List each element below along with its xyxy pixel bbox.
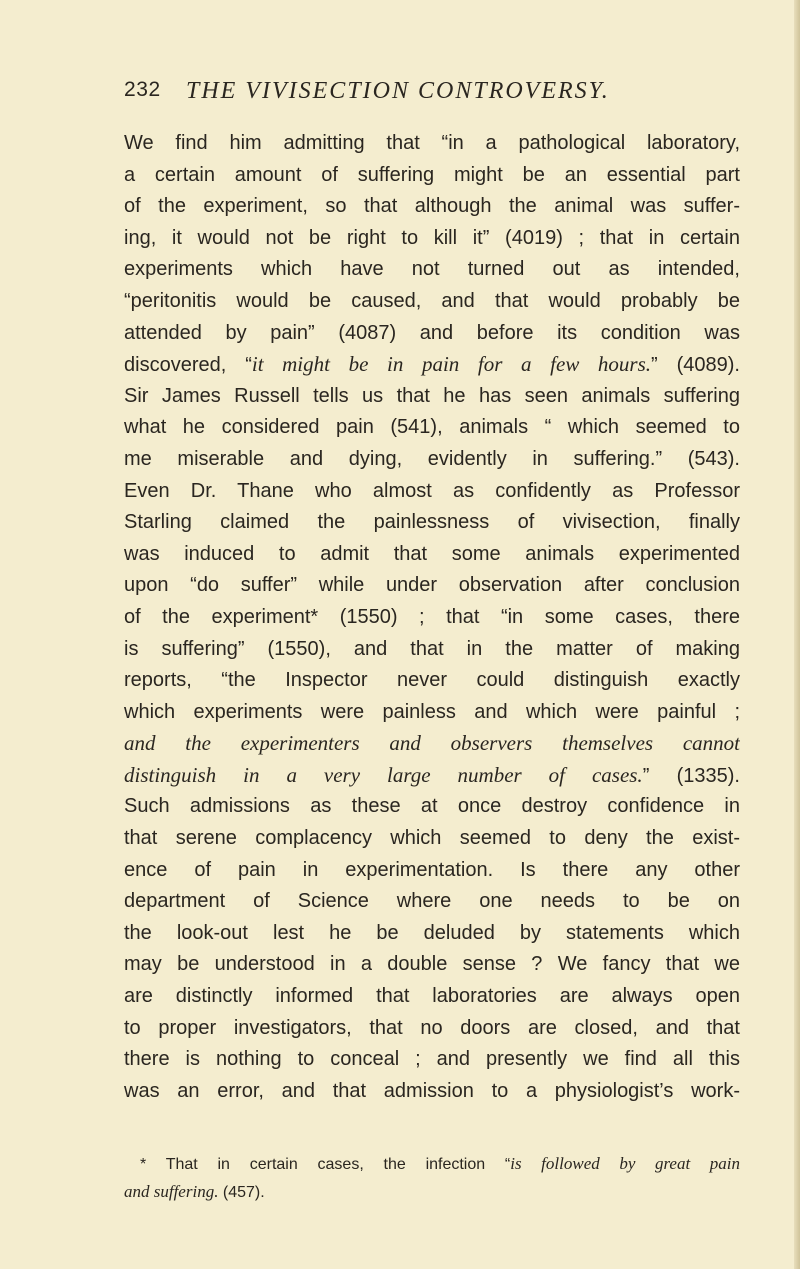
line-text: there is nothing to conceal ; and presently we find all this — [124, 1048, 740, 1071]
text-line — [124, 791, 740, 823]
text-line — [124, 697, 740, 729]
text-line — [124, 191, 740, 223]
italic-text: and the experimenters and observers themselves cannot — [124, 731, 740, 756]
line-text: are distinctly informed that laboratories are always open — [124, 985, 740, 1008]
line-text: attended by pain” (4087) and before its condition was — [124, 321, 740, 344]
line-text: experiments which have not turned out as intended, — [124, 258, 740, 281]
text-line — [124, 728, 740, 760]
footnote — [124, 1150, 740, 1206]
line-text: Even Dr. Thane who almost as confidently as Professor — [124, 479, 740, 502]
page-edge — [794, 0, 800, 1269]
line-text: of the experiment, so that although the animal was suffer- — [124, 195, 740, 218]
footnote-line-2 — [124, 1178, 740, 1206]
text-line — [124, 286, 740, 318]
line-text: me miserable and dying, evidently in suffering.” (543). — [124, 447, 740, 470]
text-line — [124, 223, 740, 255]
italic-text: distinguish in a very large number of cases. — [124, 762, 643, 787]
line-text: a certain amount of suffering might be an essential part — [124, 163, 740, 186]
text-line — [124, 128, 740, 160]
line-text: the look-out lest he be deluded by statements which — [124, 921, 740, 944]
footnote-line-1 — [124, 1150, 740, 1178]
line-text: of the experiment* (1550) ; that “in some cases, there — [124, 605, 740, 628]
text-line — [124, 444, 740, 476]
text-line — [124, 760, 740, 792]
text-line — [124, 381, 740, 413]
line-text: “peritonitis would be caused, and that would probably be — [124, 289, 740, 312]
line-text: ence of pain in experimentation. Is there any other — [124, 858, 740, 881]
line-text: We find him admitting that “in a pathological laboratory, — [124, 132, 740, 154]
text-line — [124, 1013, 740, 1045]
footnote-italic: is followed by great pain — [510, 1154, 740, 1173]
footnote-text: * That in certain cases, the infection “ — [140, 1156, 511, 1173]
page-number: 232 — [124, 78, 161, 101]
line-text: Sir James Russell tells us that he has seen animals suffering — [124, 384, 740, 407]
text-line — [124, 1044, 740, 1076]
text-line — [124, 1076, 740, 1108]
body-text — [124, 128, 740, 1107]
line-text: department of Science where one needs to be on — [124, 890, 740, 913]
line-text: may be understood in a double sense ? We fancy that we — [124, 953, 740, 976]
line-text: to proper investigators, that no doors are closed, and that — [124, 1016, 740, 1039]
line-text: was an error, and that admission to a physiologist’s work- — [124, 1079, 740, 1102]
footnote-text: (457). — [218, 1184, 265, 1201]
line-text: upon “do suffer” while under observation after conclusion — [124, 574, 740, 597]
line-text: which experiments were painless and which were painful ; — [124, 700, 740, 723]
text-line — [124, 634, 740, 666]
text-line — [124, 539, 740, 571]
line-text: what he considered pain (541), animals “ which seemed to — [124, 416, 740, 439]
text-line — [124, 318, 740, 350]
text-line — [124, 855, 740, 887]
line-text: ” (1335). — [642, 764, 740, 787]
text-line — [124, 507, 740, 539]
footnote-italic: and suffering. — [124, 1182, 219, 1201]
text-line — [124, 665, 740, 697]
text-line — [124, 254, 740, 286]
line-text: ing, it would not be right to kill it” (4019) ; that in certain — [124, 226, 740, 249]
text-line — [124, 412, 740, 444]
line-text: that serene complacency which seemed to deny the exist- — [124, 827, 740, 850]
running-title: THE VIVISECTION CONTROVERSY. — [186, 78, 610, 104]
text-line — [124, 602, 740, 634]
text-line — [124, 349, 740, 381]
line-text: Such admissions as these at once destroy confidence in — [124, 795, 740, 818]
text-line — [124, 886, 740, 918]
line-text: was induced to admit that some animals experimented — [124, 542, 740, 565]
text-line — [124, 160, 740, 192]
line-text: Starling claimed the painlessness of vivisection, finally — [124, 511, 740, 534]
text-line — [124, 476, 740, 508]
line-text: is suffering” (1550), and that in the matter of making — [124, 637, 740, 660]
italic-text: it might be in pain for a few hours. — [251, 352, 652, 377]
text-line — [124, 823, 740, 855]
line-text: ” (4089). — [651, 354, 740, 377]
line-text: reports, “the Inspector never could distinguish exactly — [124, 669, 740, 692]
text-line — [124, 918, 740, 950]
text-line — [124, 981, 740, 1013]
line-text: discovered, “ — [124, 354, 252, 377]
text-line — [124, 949, 740, 981]
text-line — [124, 570, 740, 602]
